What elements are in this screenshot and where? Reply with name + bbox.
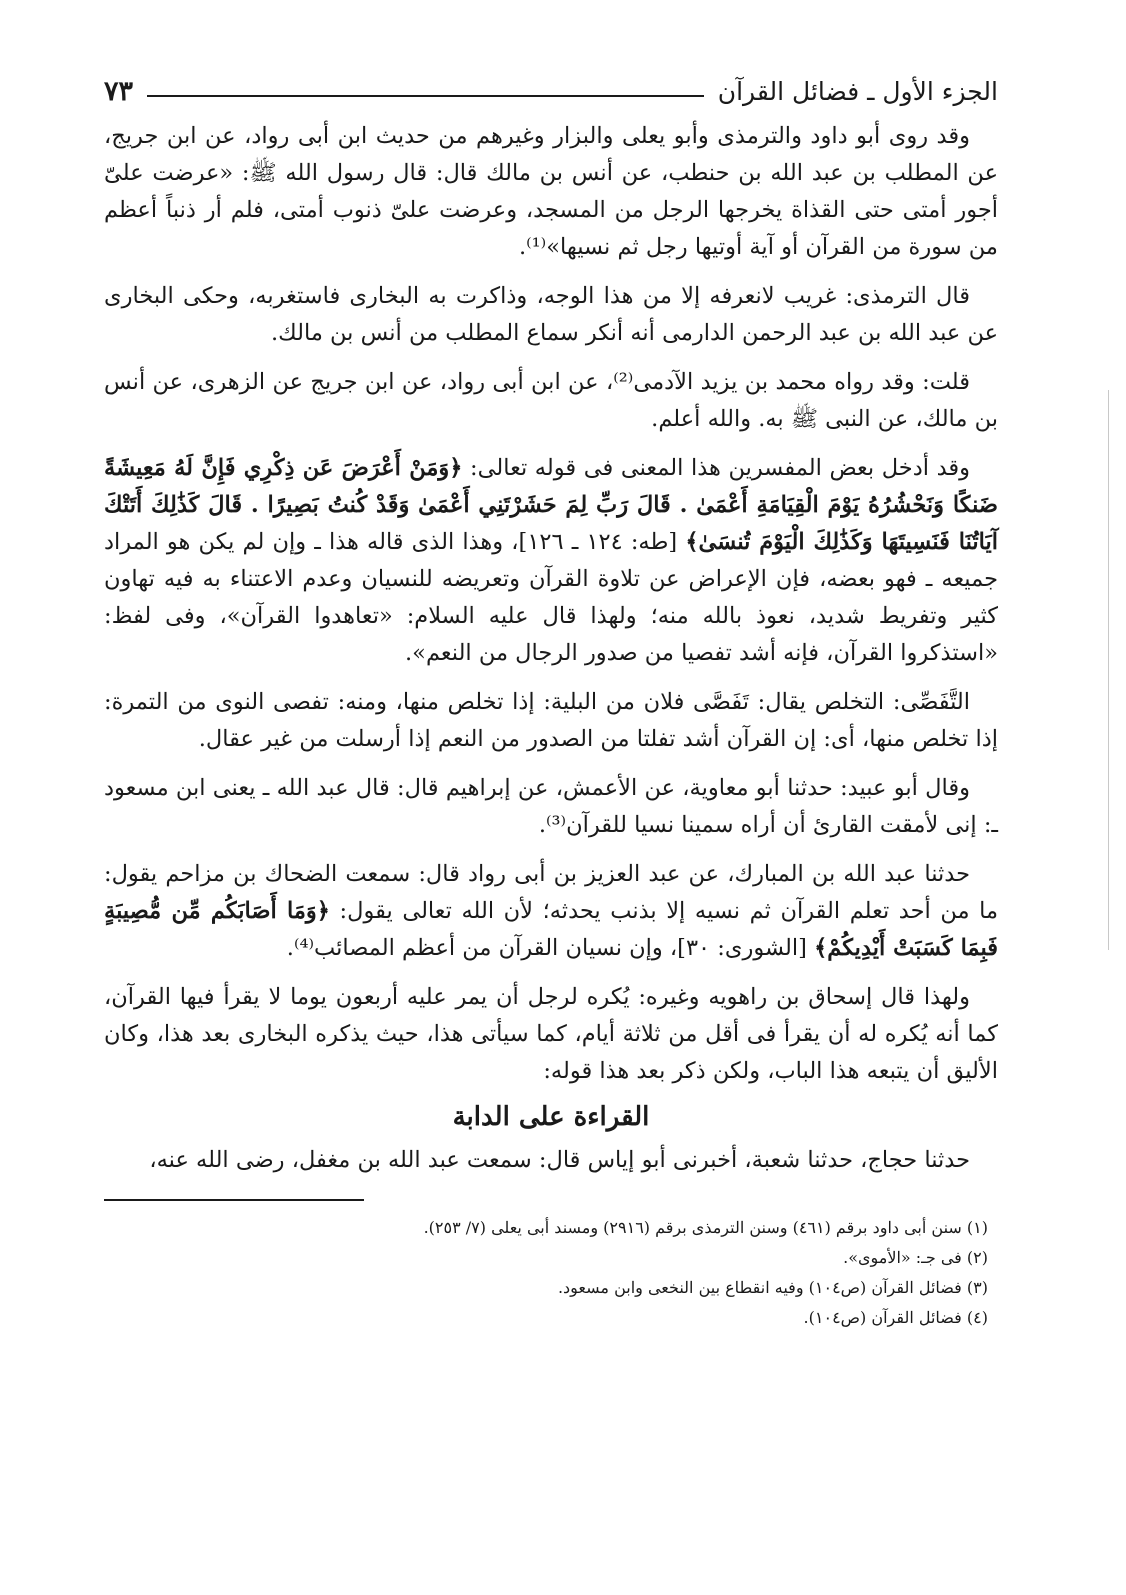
footnote-rule: [104, 1199, 364, 1201]
scan-edge-line: [1108, 390, 1109, 950]
paragraph: وقال أبو عبيد: حدثنا أبو معاوية، عن الأعمش، عن إبراهيم قال: قال عبد الله ـ يعنى ابن مسعود ـ: إنى لأمقت القارئ أن أراه سمينا نسيا للقرآن⁽³⁾.: [104, 775, 998, 838]
footnote: (٣) فضائل القرآن (ص١٠٤) وفيه انقطاع بين النخعى وابن مسعود.: [557, 1278, 988, 1297]
footnote: (١) سنن أبى داود برقم (٤٦١) وسنن الترمذى برقم (٢٩١٦) ومسند أبى يعلى (٧/ ٢٥٣).: [423, 1218, 988, 1237]
page-number: ٧٣: [104, 75, 134, 107]
paragraph-text: [الشورى: ٣٠]، وإن نسيان القرآن من أعظم المصائب⁽⁴⁾.: [286, 935, 815, 961]
header-rule: [147, 95, 704, 97]
paragraph: ولهذا قال إسحاق بن راهويه وغيره: يُكره لرجل أن يمر عليه أربعون يوما لا يقرأ فيها القرآن، كما أنه يُكره له أن يقرأ فى أقل من ثلاثة أيام، كما سيأتى هذا، حيث يذكره البخارى بعد هذا، وكان الأليق أن يتبعه هذا الباب، ولكن ذكر بعد هذا قوله:: [104, 984, 998, 1084]
section-title: القراءة على الدابة: [452, 1102, 650, 1132]
paragraph: التَّفَصِّى: التخلص يقال: تَفَصَّى فلان من البلية: إذا تخلص منها، ومنه: تفصى النوى من التمرة: إذا تخلص منها، أى: إن القرآن أشد تفلتا من الصدور من النعم إذا أرسلت من غير عقال.: [104, 689, 998, 752]
running-header: [104, 70, 998, 112]
paragraph-text: حدثنا عبد الله بن المبارك، عن عبد العزيز بن أبى رواد قال: سمعت الضحاك بن مزاحم يقول: ما من أحد تعلم القرآن ثم نسيه إلا بذنب يحدثه؛ لأن الله تعالى يقول:: [104, 861, 999, 924]
paragraph: قال الترمذى: غريب لانعرفه إلا من هذا الوجه، وذاكرت به البخارى فاستغربه، وحكى البخارى عن عبد الله بن عبد الرحمن الدارمى أنه أنكر سماع المطلب من أنس بن مالك.: [104, 283, 998, 346]
paragraph: قلت: وقد رواه محمد بن يزيد الآدمى⁽²⁾، عن ابن أبى رواد، عن ابن جريج عن الزهرى، عن أنس بن مالك، عن النبى ﷺ به. والله أعلم.: [104, 369, 998, 432]
paragraph-with-verse: [104, 856, 998, 967]
quran-verse: ﴿وَمَا أَصَابَكُم مِّن مُّصِيبَةٍ فَبِمَا كَسَبَتْ أَيْدِيكُمْ﴾: [104, 898, 998, 961]
header-title: الجزء الأول ـ فضائل القرآن: [717, 76, 998, 106]
paragraph: حدثنا حجاج، حدثنا شعبة، أخبرنى أبو إياس قال: سمعت عبد الله بن مغفل، رضى الله عنه،: [149, 1147, 970, 1173]
paragraph-text: [طه: ١٢٤ ـ ١٢٦]، وهذا الذى قاله هذا ـ وإن لم يكن هو المراد جميعه ـ فهو بعضه، فإن الإعراض عن تلاوة القرآن وتعريضه للنسيان وعدم الاعتناء به فيه تهاون كثير وتفريط شديد، نعوذ بالله منه؛ ولهذا قال عليه السلام: «تعاهدوا القرآن»، وفى لفظ: «استذكروا القرآن، فإنه أشد تفصيا من صدور الرجال من النعم».: [104, 529, 998, 666]
paragraph: وقد روى أبو داود والترمذى وأبو يعلى والبزار وغيرهم من حديث ابن أبى رواد، عن ابن جريج، عن المطلب بن عبد الله بن حنطب، عن أنس بن مالك قال: قال رسول الله ﷺ: «عرضت علىّ أجور أمتى حتى القذاة يخرجها الرجل من المسجد، وعرضت علىّ ذنوب أمتى، فلم أر ذنباً أعظم من سورة من القرآن أو آية أوتيها رجل ثم نسيها»⁽¹⁾.: [104, 123, 998, 260]
footnote: (٤) فضائل القرآن (ص١٠٤).: [803, 1308, 988, 1327]
paragraph-text: وقد أدخل بعض المفسرين هذا المعنى فى قوله تعالى:: [462, 455, 970, 481]
paragraph-with-verse: [104, 450, 998, 672]
footnote: (٢) فى جـ: «الأموى».: [843, 1248, 988, 1267]
quran-verse: ﴿وَمَنْ أَعْرَضَ عَن ذِكْرِي فَإِنَّ لَهُ مَعِيشَةً ضَنكًا وَنَحْشُرُهُ يَوْمَ الْقِيَامَةِ أَعْمَىٰ . قَالَ رَبِّ لِمَ حَشَرْتَنِي أَعْمَىٰ وَقَدْ كُنتُ بَصِيرًا . قَالَ كَذَٰلِكَ أَتَتْكَ آيَاتُنَا فَنَسِيتَهَا وَكَذَٰلِكَ الْيَوْمَ تُنسَىٰ﴾: [104, 455, 998, 555]
